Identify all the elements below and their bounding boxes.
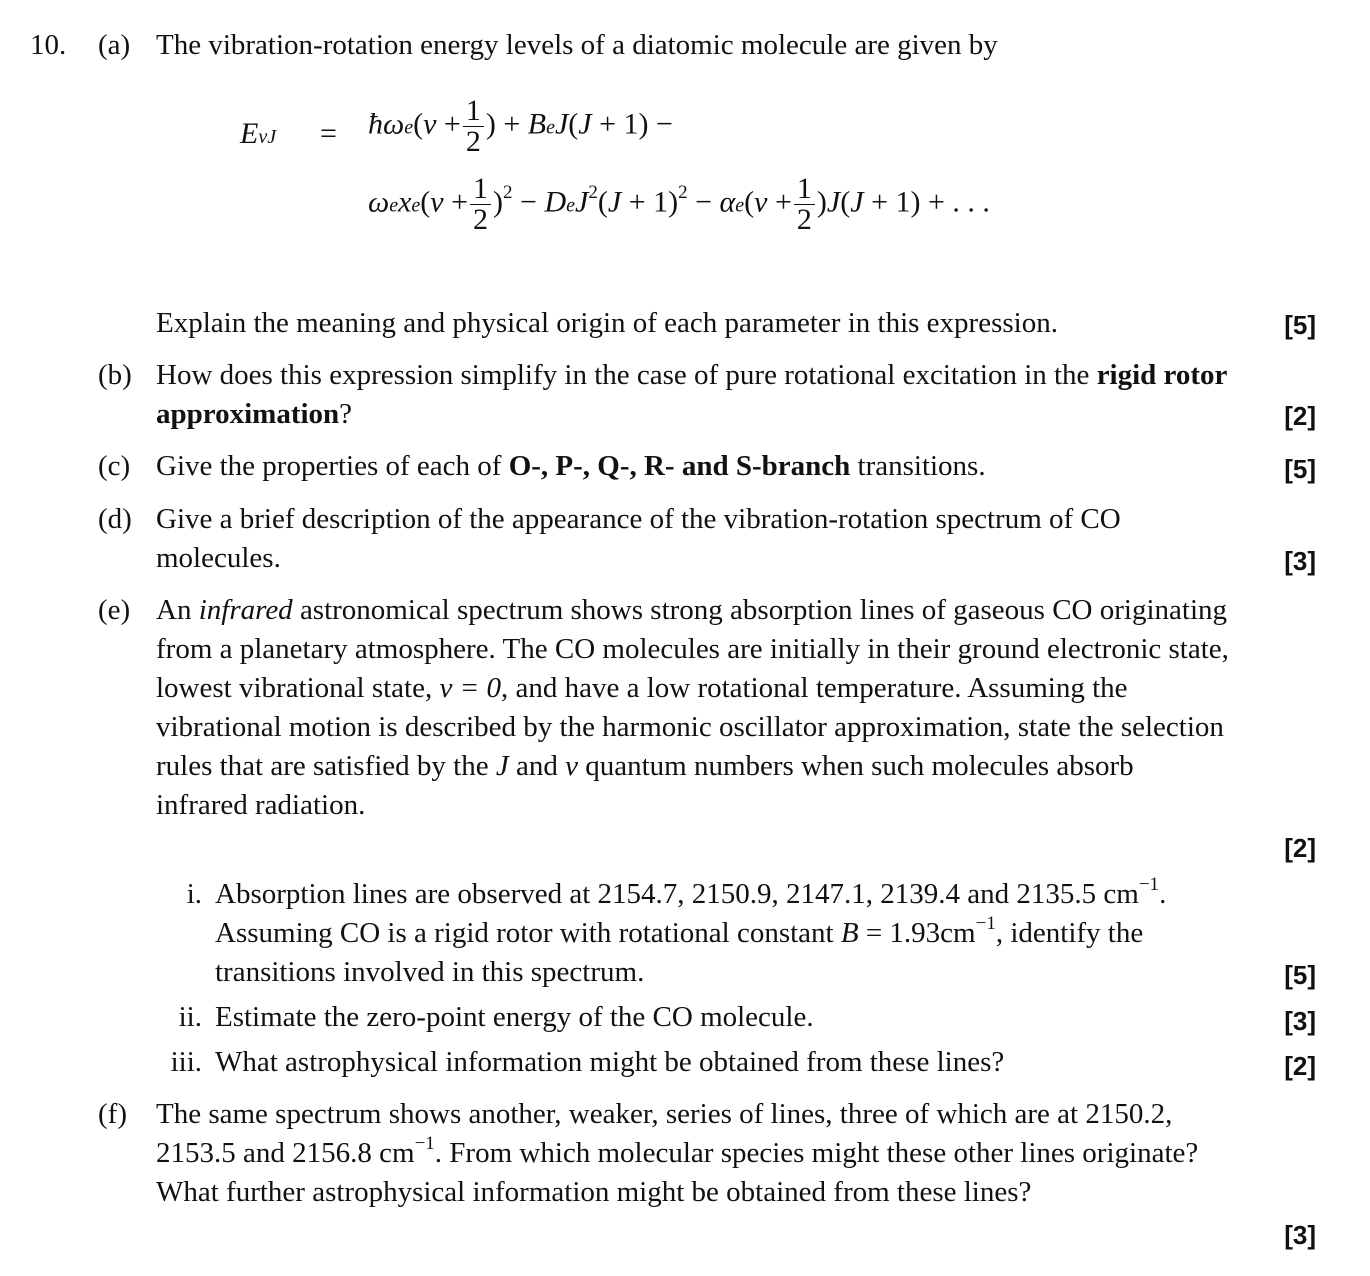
part-d-marks: [3]	[1284, 546, 1316, 576]
part-b-label: (b)	[98, 359, 132, 391]
part-d-text: Give a brief description of the appearance of the vibration-rotation spectrum of CO molecules.	[156, 503, 1121, 574]
part-f-text: The same spectrum shows another, weaker, series of lines, three of which are at 2150.2, 2153.5 and 2156.8 $cm^{-1}$. From which molecular species might these other lines originate? What further astrophysical information might be obtained from these lines?	[156, 1098, 1199, 1208]
part-b-text: How does this expression simplify in the case of pure rotational excitation in the rigid rotor approximation?	[156, 359, 1227, 430]
energy-equation: EvJ = ħωe(v + $\frac{1}{2}$ ) + BeJ(J + 1) − ωexe(v + $\frac{1}{2}$ )$^2 - DeJ^2(J + 1)^2 - \alpha e(v$ + $\frac{1}{2}$ )J(J + 1) + . . .	[240, 94, 990, 236]
subpart-i-label: i.	[186, 878, 202, 910]
part-b-marks: [2]	[1284, 401, 1316, 431]
subpart-iii-marks: [2]	[1284, 1051, 1316, 1081]
subpart-ii-text: Estimate the zero-point energy of the CO molecule.	[215, 1001, 814, 1033]
part-a-marks: [5]	[1284, 310, 1316, 340]
subpart-iii-label: iii.	[170, 1046, 202, 1078]
subpart-i-marks: [5]	[1284, 960, 1316, 990]
part-a-explain: Explain the meaning and physical origin of each parameter in this expression.	[156, 307, 1058, 339]
part-c-label: (c)	[98, 450, 131, 482]
subpart-i-text: Absorption lines are observed at 2154.7, 2150.9, 2147.1, 2139.4 and 2135.5 $cm^{-1}$. Assuming CO is a rigid rotor with rotational constant $B = 1.93cm^{-1}$, identify the transitions involved in this spectrum.	[215, 874, 1167, 988]
subpart-ii-marks: [3]	[1284, 1006, 1316, 1036]
part-d-label: (d)	[98, 503, 132, 535]
part-c-marks: [5]	[1284, 454, 1316, 484]
question-number: 10.	[30, 29, 67, 61]
part-e-marks: [2]	[1284, 833, 1316, 863]
part-e-text: An infrared astronomical spectrum shows strong absorption lines of gaseous CO originating from a planetary atmosphere. The CO molecules are initially in their ground electronic state, lowest vibrational state, v = 0, and have a low rotational temperature. Assuming the vibrational motion is described by the harmonic oscillator approximation, state the selection rules that are satisfied by the J and v quantum numbers when such molecules absorb infrared radiation.	[156, 594, 1229, 821]
subpart-iii-text: What astrophysical information might be obtained from these lines?	[215, 1046, 1005, 1078]
part-a-label: (a)	[98, 29, 131, 61]
part-e-label: (e)	[98, 594, 131, 626]
part-c-text: Give the properties of each of O-, P-, Q-, R- and S-branch transitions.	[156, 450, 986, 482]
part-f-marks: [3]	[1284, 1220, 1316, 1250]
subpart-ii-label: ii.	[178, 1001, 202, 1033]
part-f-label: (f)	[98, 1098, 127, 1130]
part-a-intro: The vibration-rotation energy levels of a diatomic molecule are given by	[156, 29, 998, 61]
